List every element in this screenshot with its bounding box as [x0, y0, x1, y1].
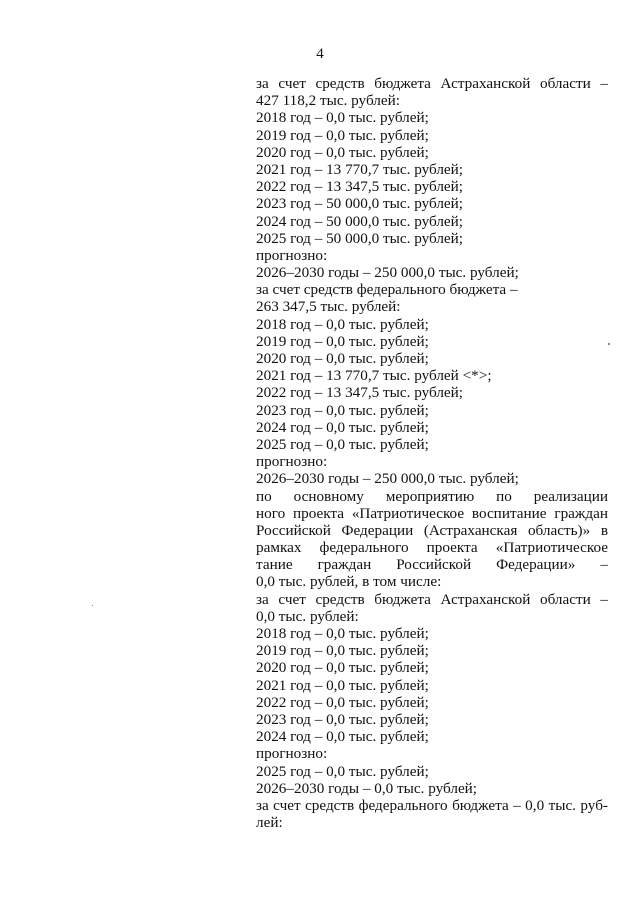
text-line: за счет средств федерального бюджета – 0,0 тыс. руб- [256, 796, 608, 814]
text-line: 2024 год – 50 000,0 тыс. рублей; [256, 212, 464, 230]
text-line: за счет средств бюджета Астраханской области – [256, 590, 608, 608]
text-line: прогнозно: [256, 246, 328, 264]
text-line: 2024 год – 0,0 тыс. рублей; [256, 418, 429, 436]
page-number: 4 [316, 46, 324, 62]
text-line: Российской Федерации (Астраханская область)» в [256, 521, 608, 539]
text-line: 2026–2030 годы – 250 000,0 тыс. рублей; [256, 470, 519, 488]
text-line: 2025 год – 0,0 тыс. рублей; [256, 762, 429, 780]
text-line: 2018 год – 0,0 тыс. рублей; [256, 109, 429, 127]
text-line: 2026–2030 годы – 250 000,0 тыс. рублей; [256, 264, 519, 282]
text-line: 2023 год – 50 000,0 тыс. рублей; [256, 195, 464, 213]
document-body [256, 75, 608, 831]
text-line: рамках федерального проекта «Патриотическое [256, 539, 608, 557]
text-line: прогнозно: [256, 745, 328, 763]
text-line: 0,0 тыс. рублей, в том числе: [256, 573, 442, 591]
text-line: лей: [256, 814, 283, 832]
scan-speck [92, 605, 93, 606]
text-line: за счет средств бюджета Астраханской области – [256, 75, 608, 92]
text-line: 2025 год – 0,0 тыс. рублей; [256, 435, 429, 453]
text-line: 2022 год – 13 347,5 тыс. рублей; [256, 384, 464, 402]
text-line: 2022 год – 13 347,5 тыс. рублей; [256, 178, 464, 196]
text-line: 2023 год – 0,0 тыс. рублей; [256, 710, 429, 728]
text-line: 2020 год – 0,0 тыс. рублей; [256, 350, 429, 367]
text-line: 2021 год – 0,0 тыс. рублей; [256, 676, 429, 694]
text-line: 427 118,2 тыс. рублей: [256, 92, 400, 110]
text-line: 2022 год – 0,0 тыс. рублей; [256, 693, 429, 711]
text-line: 2018 год – 0,0 тыс. рублей; [256, 315, 429, 333]
text-line: ного проекта «Патриотическое воспитание граждан [256, 504, 608, 522]
text-line: 2024 год – 0,0 тыс. рублей; [256, 728, 429, 746]
text-line: 2019 год – 0,0 тыс. рублей; [256, 126, 429, 144]
text-line: 2020 год – 0,0 тыс. рублей; [256, 143, 429, 161]
text-line: 2023 год – 0,0 тыс. рублей; [256, 401, 429, 419]
text-line: по основному мероприятию по реализации [256, 487, 608, 505]
text-line: 2019 год – 0,0 тыс. рублей; [256, 332, 429, 350]
text-line: 263 347,5 тыс. рублей: [256, 298, 401, 316]
text-line: 2018 год – 0,0 тыс. рублей; [256, 625, 429, 642]
text-line: прогнозно: [256, 453, 328, 471]
scan-speck [608, 343, 610, 345]
text-line: 2025 год – 50 000,0 тыс. рублей; [256, 229, 464, 247]
text-line: 0,0 тыс. рублей: [256, 607, 359, 625]
text-line: 2020 год – 0,0 тыс. рублей; [256, 659, 429, 677]
text-line: 2021 год – 13 770,7 тыс. рублей; [256, 160, 464, 178]
text-line: 2019 год – 0,0 тыс. рублей; [256, 642, 429, 660]
text-line: 2026–2030 годы – 0,0 тыс. рублей; [256, 779, 478, 797]
text-line: тание граждан Российской Федерации» – [256, 556, 608, 574]
text-line: 2021 год – 13 770,7 тыс. рублей <*>; [256, 367, 492, 385]
text-line: за счет средств федерального бюджета – [256, 281, 518, 299]
